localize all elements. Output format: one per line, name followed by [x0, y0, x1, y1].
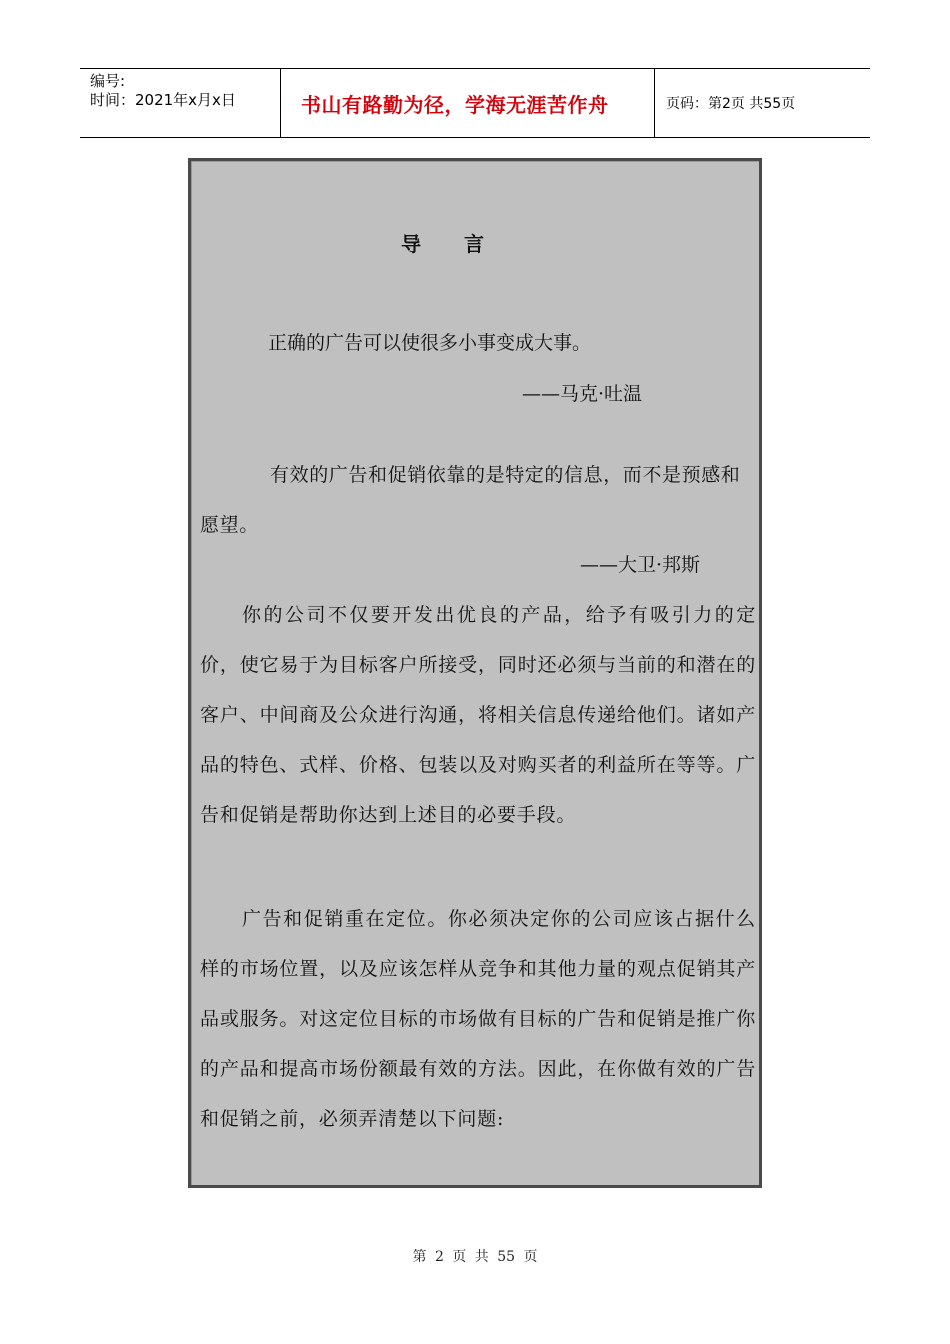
body-paragraph-2: 广告和促销重在定位。你必须决定你的公司应该占据什么样的市场位置，以及应该怎样从竞争和其他力量的观点促销其产品或服务。对这定位目标的市场做有目标的广告和促销是推广你的产品和提高市场份额最有效的方法。因此，在你做有效的广告和促销之前，必须弄清楚以下问题: — [200, 908, 756, 1130]
section-title: 导 言 — [401, 232, 502, 256]
quote-mark-twain: 正确的广告可以使很多小事变成大事。 — [268, 332, 592, 354]
quote-attribution-mark-twain: ——马克·吐温 — [522, 383, 643, 405]
body-paragraph-1: 你的公司不仅要开发出优良的产品，给予有吸引力的定价，使它易于为目标客户所接受，同时还必须与当前的和潜在的客户、中间商及公众进行沟通，将相关信息传递给他们。诸如产品的特色、式样、价格、包装以及对购买者的利益所在等等。广告和促销是帮助你达到上述目的必要手段。 — [200, 604, 756, 826]
header-motto: 书山有路勤为径，学海无涯苦作舟 — [281, 69, 655, 137]
page-header — [80, 68, 870, 138]
quote-attribution-david-bons: ——大卫·邦斯 — [580, 554, 701, 576]
document-date: 时间：2021年x月x日 — [90, 91, 236, 109]
page-footer: 第 2 页 共 55 页 — [412, 1249, 538, 1265]
introduction-box — [188, 158, 762, 1188]
header-meta-cell — [80, 69, 281, 137]
quote-david-bons: 有效的广告和促销依靠的是特定的信息，而不是预感和愿望。 — [200, 464, 741, 536]
header-page-code: 页码：第2页 共55页 — [666, 96, 796, 112]
document-number-label: 编号: — [90, 72, 126, 90]
